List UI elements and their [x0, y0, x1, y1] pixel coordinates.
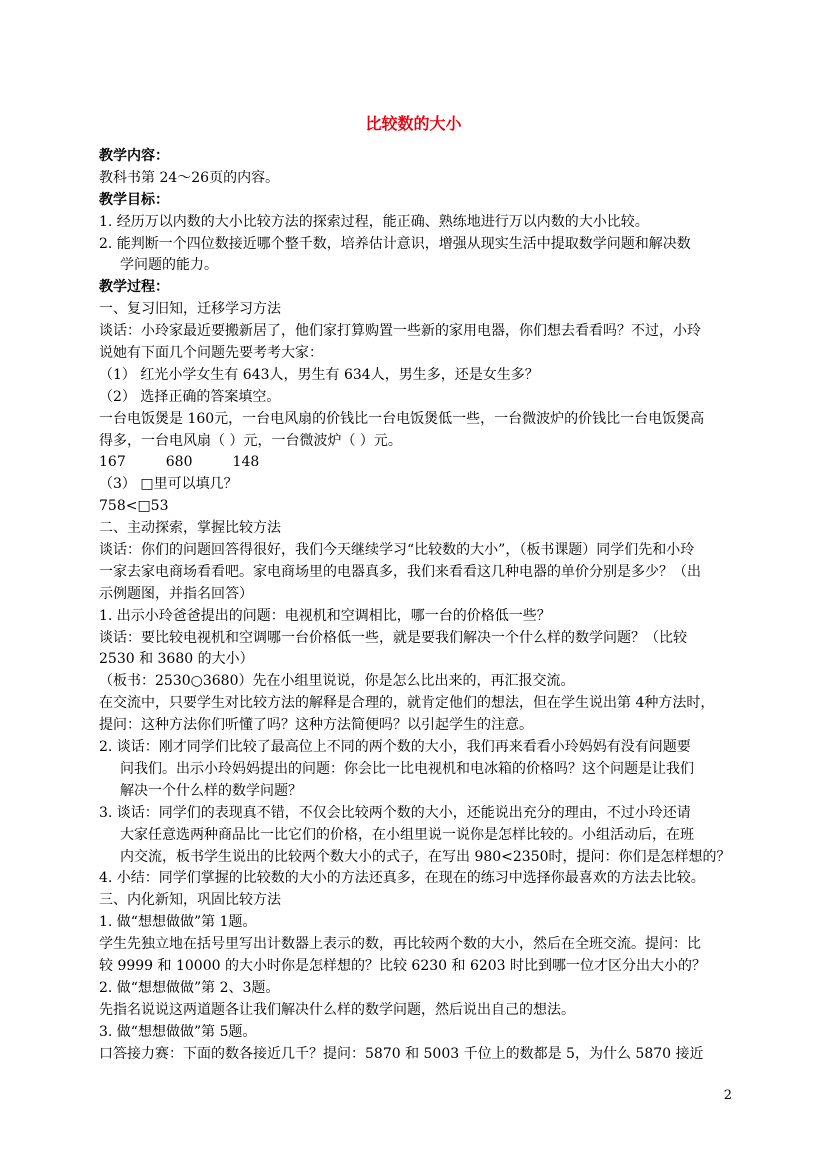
list-item-3-continued: 内交流，板书学生说出的比较两个数大小的式子，在写出 980<2350时，提问：你们是怎样想的？	[120, 848, 731, 865]
paragraph-line: 谈话：你们的问题回答得很好，我们今天继续学习“比较数的大小”，（板书课题）同学们先和小玲	[99, 542, 695, 559]
paragraph-line: 谈话：小玲家最近要搬新居了，他们家打算购置一些新的家用电器，你们想去看看吗？不过，小玲	[99, 323, 701, 340]
paragraph-line: 说她有下面几个问题先要考考大家：	[99, 345, 323, 362]
paragraph-line: 先指名说说这两道题各让我们解决什么样的数学问题，然后说出自己的想法。	[99, 1001, 575, 1018]
goal-item-2: 2. 能判断一个四位数接近哪个整千数，培养估计意识，增强从现实生活中提取数学问题和解决数	[99, 235, 691, 252]
paragraph-line: 2530 和 3680 的大小）	[99, 651, 254, 668]
paragraph-line: 较 9999 和 10000 的大小时你是怎样想的？比较 6230 和 6203 时比到哪一位才区分出大小的？	[99, 957, 707, 974]
goal-item-1: 1. 经历万以内数的大小比较方法的探索过程，能正确、熟练地进行万以内数的大小比较。	[99, 213, 649, 230]
list-item-2: 2. 谈话：刚才同学们比较了最高位上不同的两个数的大小，我们再来看看小玲妈妈有没有问题要	[99, 739, 691, 756]
exercise-item-2: 2. 做“想想做做”第 2、3题。	[99, 979, 280, 996]
list-item-1: 1. 出示小玲爸爸提出的问题：电视机和空调相比，哪一台的价格低一些？	[99, 607, 551, 624]
question-1: （1） 红光小学女生有 643人，男生有 634人，男生多，还是女生多？	[99, 366, 539, 383]
content-line: 教科书第 24～26页的内容。	[99, 169, 280, 186]
heading-process: 教学过程：	[99, 279, 169, 296]
paragraph-line: 示例题图，并指名回答）	[99, 585, 253, 602]
paragraph-line: 提问：这种方法你们听懂了吗？这种方法简便吗？以引起学生的注意。	[99, 717, 533, 734]
exercise-item-1: 1. 做“想想做做”第 1题。	[99, 914, 257, 931]
list-item-4: 4. 小结：同学们掌握的比较数的大小的方法还真多，在现在的练习中选择你最喜欢的方法去比较。	[99, 870, 705, 887]
inequality-line: 758<□53	[99, 498, 169, 515]
list-item-2-continued: 问我们。出示小玲妈妈提出的问题：你会比一比电视机和电冰箱的价格吗？这个问题是让我们	[120, 760, 694, 777]
document-title: 比较数的大小	[365, 114, 462, 133]
paragraph-line: （板书：2530○3680）先在小组里说说，你是怎么比出来的，再汇报交流。	[99, 673, 575, 690]
paragraph-line: 在交流中，只要学生对比较方法的解释是合理的，就肯定他们的想法，但在学生说出第 4种方法时，	[99, 695, 715, 712]
paragraph-line: 一台电饭煲是 160元，一台电风扇的价钱比一台电饭煲低一些，一台微波炉的价钱比一台电饭煲高	[99, 410, 705, 427]
page-number: 2	[723, 1088, 732, 1103]
paragraph-line: 口答接力赛：下面的数各接近几千？提问：5870 和 5003 千位上的数都是 5，为什么 5870 接近	[99, 1045, 704, 1062]
list-item-3-continued: 大家任意选两种商品比一比它们的价格，在小组里说一说你是怎样比较的。小组活动后，在班	[120, 826, 694, 843]
section-heading-1: 一、复习旧知，迁移学习方法	[99, 301, 281, 318]
question-2: （2） 选择正确的答案填空。	[99, 388, 281, 405]
paragraph-line: 一家去家电商场看看吧。家电商场里的电器真多，我们来看看这几种电器的单价分别是多少？（出	[99, 563, 701, 580]
answer-options: 167 680 148	[99, 454, 260, 471]
document-body	[99, 146, 731, 1065]
section-heading-3: 三、内化新知，巩固比较方法	[99, 892, 281, 909]
paragraph-line: 谈话：要比较电视机和空调哪一台价格低一些，就是要我们解决一个什么样的数学问题？（比较	[99, 629, 687, 646]
heading-content: 教学内容：	[99, 148, 169, 164]
exercise-item-3: 3. 做“想想做做”第 5题。	[99, 1023, 257, 1040]
section-heading-2: 二、主动探索，掌握比较方法	[99, 520, 281, 537]
goal-item-2-continued: 学问题的能力。	[120, 257, 218, 274]
list-item-2-continued: 解决一个什么样的数学问题？	[120, 782, 302, 799]
question-3: （3） □里可以填几？	[99, 476, 238, 493]
paragraph-line: 学生先独立地在括号里写出计数器上表示的数，再比较两个数的大小，然后在全班交流。提问：比	[99, 936, 701, 953]
paragraph-line: 得多，一台电风扇（ ）元，一台微波炉（ ）元。	[99, 432, 402, 449]
heading-goals: 教学目标：	[99, 191, 169, 208]
list-item-3: 3. 谈话：同学们的表现真不错，不仅会比较两个数的大小，还能说出充分的理由，不过小玲还请	[99, 804, 691, 821]
